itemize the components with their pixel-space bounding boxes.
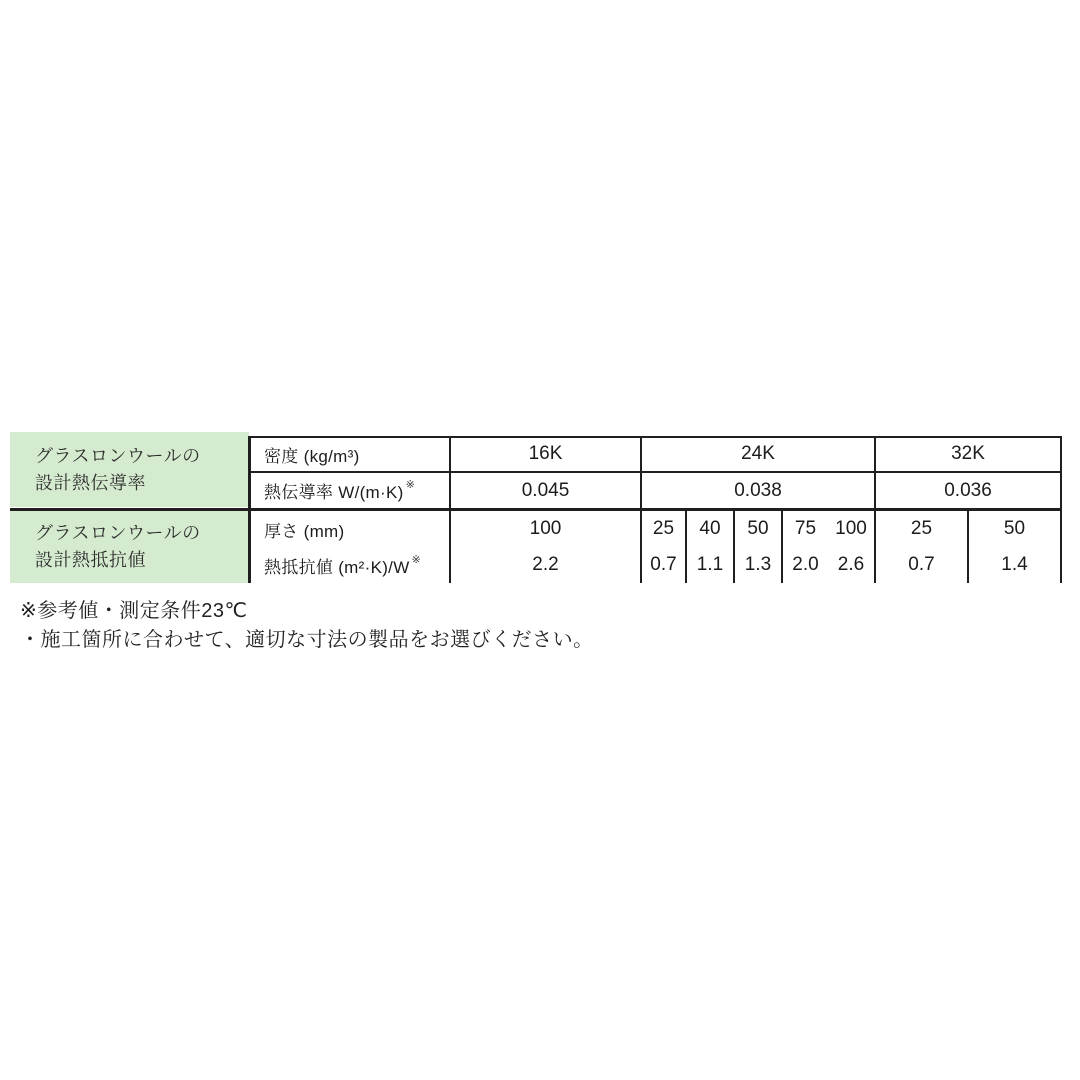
resistance-24k-cell: 0.7: [650, 554, 677, 575]
conductivity-value-32k: 0.036: [944, 479, 992, 501]
density-value-24k: 24K: [741, 443, 775, 464]
group-header-design-thermal-conductivity: [10, 432, 249, 507]
thickness-24k-cell: 75: [794, 518, 817, 539]
thickness-16k: 100: [529, 518, 562, 539]
table-border-subcolumn: [781, 511, 783, 583]
row-label-text: 熱伝導率 W/(m·K): [264, 483, 404, 502]
row-label-thermal-conductivity: [264, 473, 415, 508]
thickness-24k-cell: 50: [747, 518, 769, 539]
resistance-24k-cell: 2.6: [837, 554, 865, 575]
reference-mark: ※: [411, 553, 422, 566]
reference-mark: ※: [405, 479, 416, 491]
row-label-density: [264, 437, 360, 471]
table-border-subcolumn: [685, 511, 687, 583]
table-border-vertical: [1060, 436, 1062, 583]
table-border-vertical: [248, 436, 251, 583]
group-header-line: グラスロンウールの: [35, 523, 201, 543]
resistance-24k-cell: 2.0: [792, 554, 819, 575]
row-label-text: 熱抵抗値 (m²·K)/W: [264, 557, 410, 577]
table-border-vertical: [449, 436, 451, 583]
thickness-24k-cell: 100: [835, 518, 867, 539]
resistance-24k-cell: 1.3: [744, 554, 772, 575]
group-header-design-thermal-resistance: [10, 511, 249, 583]
conductivity-value-16k: 0.045: [521, 479, 570, 501]
resistance-24k-cell: 1.1: [696, 554, 724, 575]
table-border-top: [249, 436, 1062, 438]
group-header-line: 設計熱伝導率: [35, 472, 146, 493]
resistance-32k-cell: 1.4: [1001, 554, 1028, 575]
footnote-selection-guidance: ・施工箇所に合わせて、適切な寸法の製品をお選びください。: [20, 629, 594, 651]
group-header-line: グラスロンウールの: [35, 445, 201, 466]
conductivity-value-24k: 0.038: [734, 479, 782, 501]
thickness-32k-cell: 25: [910, 518, 933, 539]
resistance-16k: 2.2: [532, 554, 559, 575]
row-label-thickness: [264, 511, 344, 547]
table-border-group-divider: [10, 508, 1062, 511]
footnote-reference-conditions: ※参考値・測定条件23℃: [20, 600, 248, 622]
table-border-row-divider: [249, 471, 1062, 473]
table-border-subcolumn: [967, 511, 969, 583]
row-label-text: 厚さ (mm): [264, 521, 345, 541]
group-header-line: 設計熱抵抗値: [35, 550, 146, 570]
row-label-text: 密度 (kg/m³): [264, 446, 360, 466]
row-label-thermal-resistance: [264, 547, 421, 583]
table-border-vertical: [640, 436, 642, 583]
thickness-24k-cell: 25: [652, 518, 675, 539]
table-border-vertical: [874, 436, 876, 583]
resistance-32k-cell: 0.7: [908, 554, 935, 575]
density-value-16k: 16K: [528, 443, 563, 464]
thickness-32k-cell: 50: [1003, 518, 1026, 539]
table-border-subcolumn: [733, 511, 735, 583]
thickness-24k-cell: 40: [699, 518, 721, 539]
density-value-32k: 32K: [951, 443, 985, 464]
